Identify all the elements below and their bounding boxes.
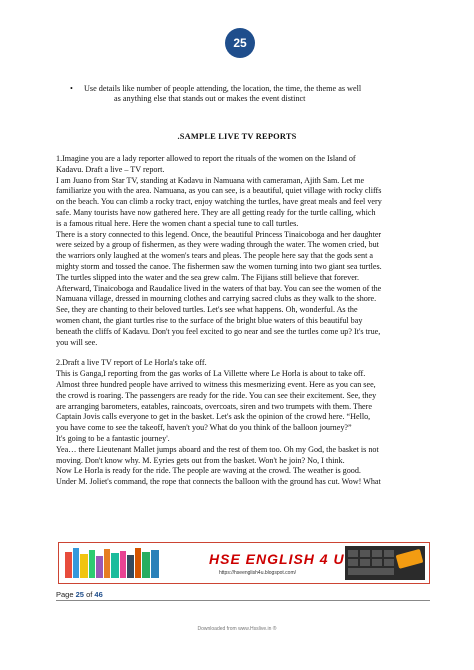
text-line: moving. Don't know why. M. Eyries gets out from the basket. Won't he join? No, I think. xyxy=(56,455,345,465)
bullet-item xyxy=(70,84,430,104)
text-line: the warriors only laughed at the women's tears and pleas. The people here say that the gods sent a xyxy=(56,251,373,261)
text-line: familiarize you with the area. Namuana, as you can see, is a beautiful, quiet village with rocky cliffs xyxy=(56,186,382,196)
text-line: There is a story connected to this legend. Once, the beautiful Princess Tinaicoboga and her daughter xyxy=(56,229,382,239)
text-line: 2.Draft a live TV report of Le Horla's take off. xyxy=(56,358,207,368)
text-line: This is Ganga,I reporting from the gas works of La Villette where Le Horla is about to take off. xyxy=(56,369,366,379)
banner-title: HSE ENGLISH 4 U xyxy=(209,551,345,567)
footer-banner xyxy=(58,542,430,584)
bullet-line-2: as anything else that stands out or makes the event distinct xyxy=(114,94,306,103)
bullet-line-1: Use details like number of people attending, the location, the time, the theme as well xyxy=(84,84,362,93)
text-line: women chant, the giant turtles rise to the surface of the bright blue waters of this beautiful bay xyxy=(56,315,363,325)
text-line: the crowd is roaring. The passengers are ready for the ride. You can see their excitement. See, they xyxy=(56,390,377,400)
text-line: Yea… there Lieutenant Mallet jumps aboard and the rest of them too. Oh my God, the basket is not xyxy=(56,444,379,454)
text-line: beneath the cliffs of Kadavu. Don't you feel excited to go near and see the turtles come up? It's true, xyxy=(56,326,381,336)
report-body xyxy=(56,154,430,488)
text-line: Kadavu. Draft a live – TV report. xyxy=(56,164,165,174)
text-line: I am Juano from Star TV, standing at Kadavu in Namuana with cameraman, Ajith Sam. Let me xyxy=(56,175,365,185)
text-line: The turtles slipped into the water and the sea grew calm. The Fijians still believe that forever. xyxy=(56,272,360,282)
paragraph-gap xyxy=(56,348,430,358)
text-line: It's going to be a fantastic journey'. xyxy=(56,433,170,443)
text-line: Under M. Joliet's command, the rope that connects the balloon with the ground has cut. Wow! What xyxy=(56,477,381,487)
text-line: were seized by a group of fishermen, as they were wading through the water. The women cried, but xyxy=(56,240,379,250)
download-note: Downloaded from www.Hsslive.in ® xyxy=(197,626,277,632)
text-line: you have come to see the takeoff, haven't you? What do you think of the balloon journey?” xyxy=(56,423,352,433)
page-total: 46 xyxy=(94,590,103,599)
banner-url: https://hseenglish4u.blogspot.com/ xyxy=(219,570,296,576)
text-line: See, they are chanting to their beloved turtles. Let's see what happens. Oh, wonderful. As the xyxy=(56,305,358,315)
page-number-badge: 25 xyxy=(225,28,255,58)
text-line: Captain Jovis calls everyone to get in the basket. Let's ask the opinion of the crowd here. “Hello, xyxy=(56,412,371,422)
text-line: 1.Imagine you are a lady reporter allowed to report the rituals of the women on the Island of xyxy=(56,154,356,163)
page-of-label: of xyxy=(86,590,93,599)
text-line: you will see. xyxy=(56,337,98,347)
bullet-dot-icon: • xyxy=(70,84,73,93)
report-1 xyxy=(56,154,430,348)
footer-divider xyxy=(56,600,430,601)
page-current: 25 xyxy=(75,590,84,599)
section-title: .SAMPLE LIVE TV REPORTS xyxy=(177,132,297,141)
text-line: safe. Many tourists have now gathered here. They are all getting ready for the turtle calling, which xyxy=(56,207,376,217)
page-footer xyxy=(56,590,103,599)
books-illustration-icon xyxy=(63,546,163,580)
text-line: Almost three hundred people have arrived to witness this mesmerizing event. Here as you can see, xyxy=(56,379,376,389)
text-line: are arranging barometers, eatables, raincoats, overcoats, siren and two trumpets with them. There xyxy=(56,401,372,411)
text-line: is a famous ritual here. Here the women chant a special tune to call turtles. xyxy=(56,218,299,228)
report-2 xyxy=(56,358,430,488)
text-line: mighty storm and tossed the canoe. The fishermen saw the women turning into two giant sea turtles. xyxy=(56,261,382,271)
text-line: on the beach. You can climb a rocky tract, enjoy watching the turtles, have great meals and feel very xyxy=(56,197,382,207)
text-line: Now Le Horla is ready for the ride. The people are waving at the crowd. The weather is good. xyxy=(56,466,361,476)
text-line: Afterward, Tinaicoboga and Raudalice lived in the waters of that bay. You can see the women of the xyxy=(56,283,382,293)
text-line: Namuana village, dressed in mourning clothes and carrying sacred clubs as they walk to the shore. xyxy=(56,294,377,304)
page-label: Page xyxy=(56,590,74,599)
keyboard-illustration-icon xyxy=(345,546,425,580)
